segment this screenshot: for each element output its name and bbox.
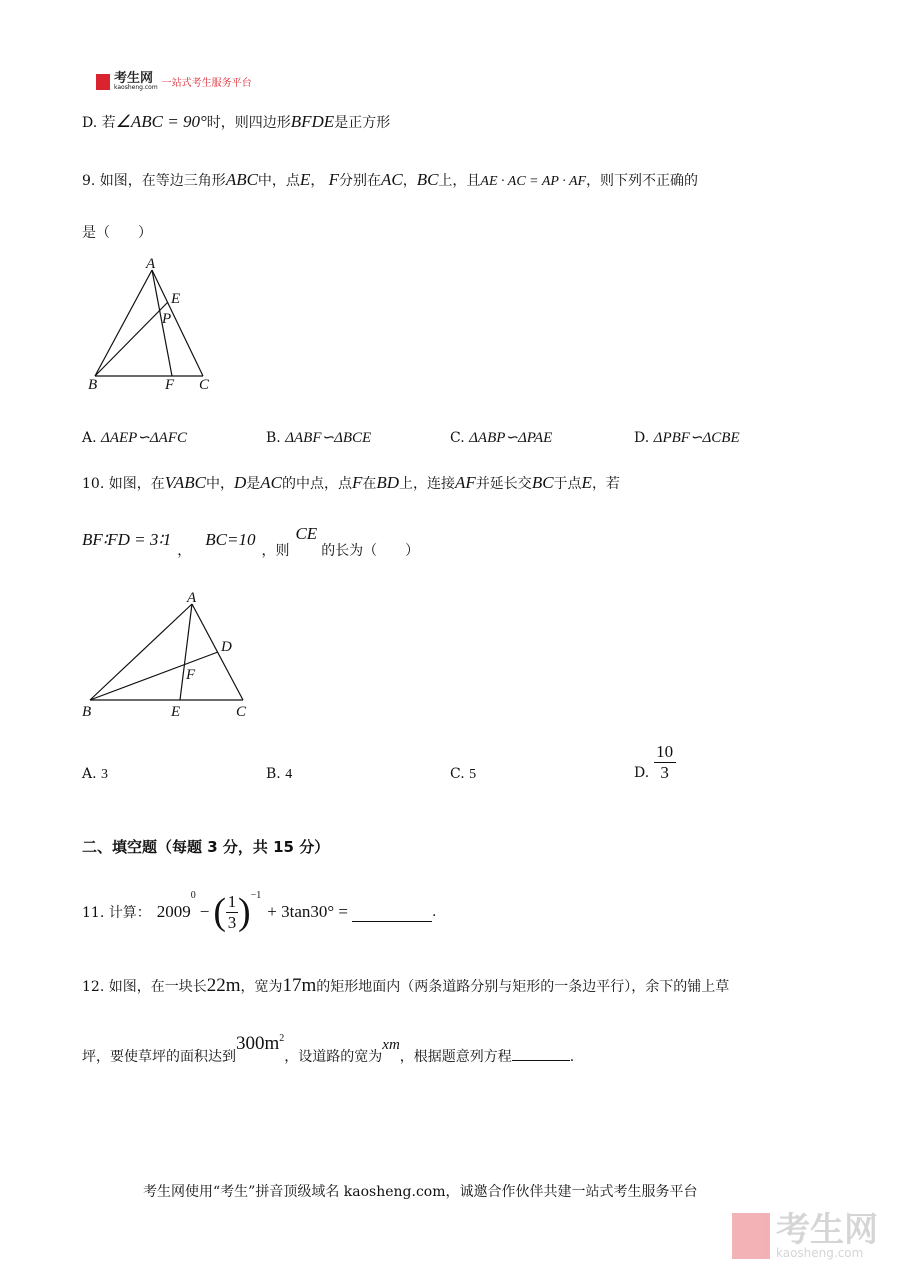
logo-name: 考生网 xyxy=(114,71,154,86)
segment-ae xyxy=(180,604,192,700)
q12-stem-line2: 坪，要使草坪的面积达到$300m^2$，设道路的宽为xm，根据题意列方程 . xyxy=(82,1033,575,1065)
logo-mark-icon xyxy=(96,74,110,90)
q10-option-a[interactable]: A. 3 xyxy=(82,766,109,782)
q9-figure xyxy=(80,255,230,395)
segment-ab xyxy=(90,604,192,700)
q10-stem-line1: 10. 如图，在VABC中，D是AC的中点，点F在BD上，连接AF并延长交BC于点E，若 xyxy=(82,473,620,492)
logo-mark-icon xyxy=(732,1213,770,1259)
label-f: F xyxy=(186,667,196,683)
watermark-logo: 考生网 kaosheng.com xyxy=(732,1213,878,1259)
q11-stem: 11. 计算： 2009 0 − ( $\frac{1}{3}$ ) $^{-1}$ + 3tan30° = . xyxy=(82,890,437,933)
answer-blank[interactable] xyxy=(352,903,432,922)
logo-slogan: 一站式考生服务平台 xyxy=(161,78,252,89)
footer-text: 考生网使用“考生”拼音顶级域名 kaosheng.com，诚邀合作伙伴共建一站式考生服务平台 xyxy=(143,1184,698,1200)
q10-stem-line2: BF∶FD = 3∶1，BC=10，则CE的长为（ ） xyxy=(82,524,420,559)
label-c: C xyxy=(236,704,247,720)
q10-option-d[interactable]: D. $\frac{10}{3}$ xyxy=(634,742,676,783)
label-e: E xyxy=(171,291,181,307)
segment-ac xyxy=(152,270,203,376)
q9-option-b[interactable]: B. ΔABF∽ΔBCE xyxy=(266,430,372,446)
q8-option-d: D. 若∠ABC = 90°时，则四边形BFDE是正方形 xyxy=(82,112,391,131)
segment-ab xyxy=(95,270,152,376)
fraction: $\frac{10}{3}$ xyxy=(654,742,676,783)
logo-sub: kaosheng.com xyxy=(114,84,158,91)
label-a: A xyxy=(146,256,156,272)
segment-bd xyxy=(90,652,218,700)
label-b: B xyxy=(88,377,98,393)
label-p: P xyxy=(162,311,172,327)
q9-option-c[interactable]: C. ΔABP∽ΔPAE xyxy=(450,430,553,446)
segment-be xyxy=(95,302,168,376)
answer-blank[interactable] xyxy=(512,1046,570,1061)
site-logo[interactable] xyxy=(96,72,252,91)
q9-option-a[interactable]: A. ΔAEP∽ΔAFC xyxy=(82,430,188,446)
q10-option-b[interactable]: B. 4 xyxy=(266,766,293,782)
q9-stem-line1: 9. 如图，在等边三角形ABC中，点E， F分别在AC，BC上，且AE · AC = AP · AF，则下列不正确的 xyxy=(82,170,699,189)
q12-stem-line1: 12. 如图，在一块长22m，宽为17m的矩形地面内（两条道路分别与矩形的一条边平行），余下的铺上草 xyxy=(82,975,730,996)
label-c: C xyxy=(199,377,210,393)
q9-stem-line2: 是（ ） xyxy=(82,225,152,241)
label-a: A xyxy=(187,590,197,606)
label-d: D xyxy=(221,639,232,655)
label-f: F xyxy=(165,377,175,393)
q10-figure xyxy=(75,585,265,725)
q10-option-c[interactable]: C. 5 xyxy=(450,766,477,782)
q9-option-d[interactable]: D. ΔPBF∽ΔCBE xyxy=(634,430,740,446)
label-e: E xyxy=(171,704,181,720)
label-b: B xyxy=(82,704,92,720)
section-title: 二、填空题（每题 3 分，共 15 分） xyxy=(82,838,330,856)
